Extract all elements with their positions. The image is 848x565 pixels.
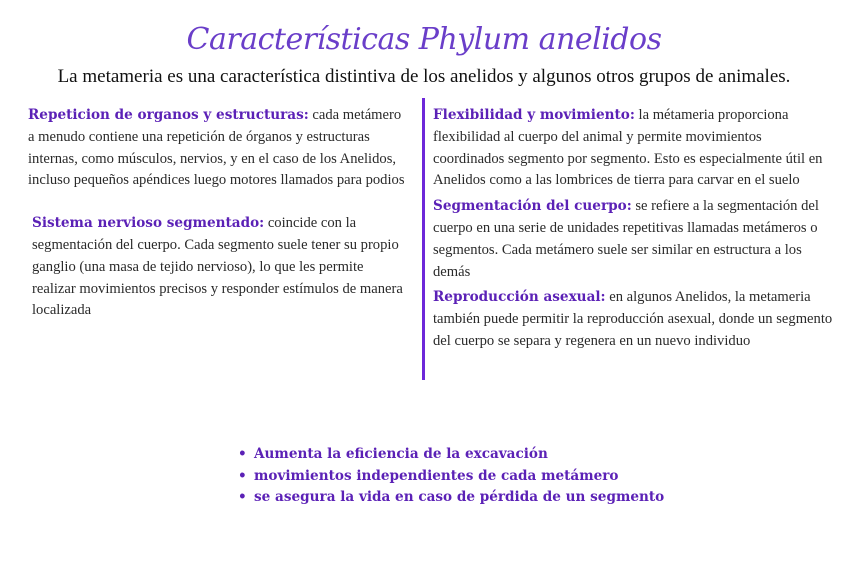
text-reproduccion: en algunos Anelidos, la metameria también puede permitir la reproducción asexual, donde un segmento del cuerpo se separa y regenera en un nuevo individuo [433,289,833,349]
term-repeticion: Repeticion de organos y estructuras: [28,107,309,123]
paragraph-flexibilidad [433,105,833,192]
paragraph-repeticion [28,105,406,192]
right-column [433,105,833,353]
term-segmentacion: Segmentación del cuerpo: [433,198,632,215]
text-repeticion: cada metámero a menudo contiene una repetición de órganos y estructuras internas, como músculos, nervios, y en el caso de los Anelidos, incluso pequeños apéndices luego motores llamados para podios [28,107,405,189]
text-sistema-nervioso: coincide con la segmentación del cuerpo. Cada segmento suele tener su propio ganglio (una masa de tejido nervioso), lo que les permite realizar movimientos precisos y responder estímulos de manera localizada [32,215,403,319]
page-title: Características Phylum anelidos [186,22,662,57]
bullet-list [238,444,664,509]
left-column [28,105,406,322]
paragraph-reproduccion [433,287,833,352]
paragraph-sistema-nervioso [28,213,406,322]
term-reproduccion: Reproducción asexual: [433,289,606,306]
list-item: • Aumenta la eficiencia de la excavación [238,444,664,466]
list-item: • movimientos independientes de cada metámero [238,466,664,488]
term-sistema-nervioso: Sistema nervioso segmentado: [32,215,265,232]
column-divider [422,98,425,380]
term-flexibilidad: Flexibilidad y movimiento: [433,107,635,123]
page-subtitle: La metameria es una característica distintiva de los anelidos y algunos otros grupos de animales. [57,66,791,87]
paragraph-segmentacion [433,196,833,283]
text-flexibilidad: la métameria proporciona flexibilidad al cuerpo del animal y permite movimientos coordinados segmento por segmento. Esto es especialmente útil en Anelidos como a las lombrices de tierra para carvar en el suelo [433,107,823,189]
list-item: • se asegura la vida en caso de pérdida de un segmento [238,487,664,509]
text-segmentacion: se refiere a la segmentación del cuerpo en una serie de unidades repetitivas llamadas metámeros o segmentos. Cada metámero suele ser similar en estructura a los demás [433,198,819,280]
